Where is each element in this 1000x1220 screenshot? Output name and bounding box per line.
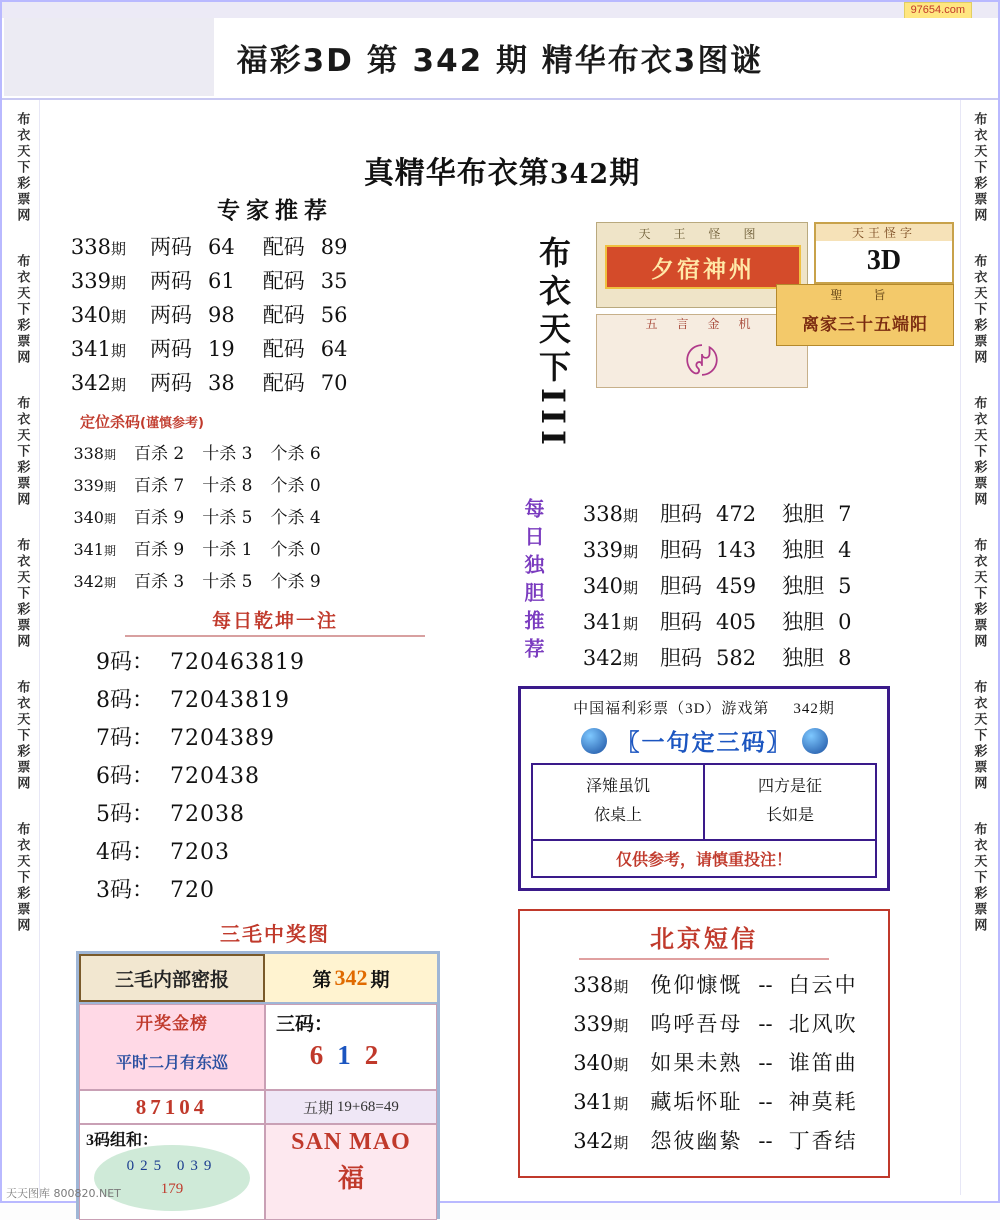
- kill-ge: 个杀 0: [270, 476, 321, 496]
- watermark-text: 布衣天下彩票网: [971, 112, 987, 224]
- list-item: [96, 759, 510, 790]
- beijing-phrase-b: 谁笛曲: [788, 1050, 858, 1075]
- row-period: 338期: [582, 502, 638, 526]
- kill-bai: 百杀 9: [134, 540, 185, 560]
- row-value-b: 35: [320, 269, 348, 293]
- sanmao-title: 三毛中奖图: [220, 922, 330, 946]
- row-label-a: 胆码: [660, 610, 702, 634]
- table-row: [562, 606, 964, 636]
- code-key: 3码：: [96, 878, 154, 903]
- watermark-text: 布衣天下彩票网: [971, 538, 987, 650]
- daily-dan-vertical-label: 每日独胆推荐: [521, 498, 545, 666]
- kill-bai: 百杀 2: [134, 444, 185, 464]
- row-value-b: 4: [838, 538, 852, 562]
- table-row: [530, 1008, 878, 1038]
- list-item: [96, 873, 510, 904]
- sanmao-group: [79, 1124, 265, 1220]
- sanmao-header-right: 第 342 期: [265, 954, 437, 1002]
- row-value-a: 143: [716, 538, 757, 562]
- shengzhi-image: [776, 284, 954, 346]
- code-value: 720463819: [170, 650, 305, 675]
- list-item: [96, 797, 510, 828]
- row-value-a: 64: [208, 235, 235, 259]
- beijing-separator: --: [758, 1089, 773, 1114]
- beijing-phrase-a: 如果未熟: [650, 1050, 743, 1075]
- row-period: 339期: [70, 269, 126, 293]
- table-row: [530, 1086, 878, 1116]
- code-value: 720: [170, 878, 215, 903]
- table-row: [530, 1047, 878, 1077]
- row-value-b: 64: [320, 337, 348, 361]
- watermark-text: 布衣天下彩票网: [971, 680, 987, 792]
- decorative-glyph: 〄: [685, 344, 719, 381]
- buyi-banner: [518, 192, 964, 492]
- row-label-b: 独胆: [782, 610, 825, 634]
- lottery-box-title-row: [531, 724, 877, 757]
- row-label-b: 配码: [262, 371, 305, 395]
- table-row: [562, 498, 964, 528]
- kill-bai: 百杀 9: [134, 508, 185, 528]
- kill-ge: 个杀 4: [270, 508, 321, 528]
- row-period: 341期: [573, 1089, 629, 1114]
- table-row: [40, 535, 510, 560]
- kill-shi: 十杀 8: [202, 476, 253, 496]
- lottery-ball-icon: [802, 728, 828, 754]
- lottery-disclaimer: 仅供参考，请慎重投注！: [531, 841, 877, 878]
- lottery-box: [518, 686, 890, 891]
- buyi-vertical-title: 布衣天下III: [534, 236, 572, 451]
- beijing-separator: --: [758, 1011, 773, 1036]
- row-value-b: 89: [320, 235, 348, 259]
- watermark-text: 布衣天下彩票网: [14, 538, 30, 650]
- group-values: 025 039: [126, 1158, 218, 1174]
- table-row: [40, 299, 510, 329]
- table-row: [530, 969, 878, 999]
- lottery-ball-icon: [581, 728, 607, 754]
- beijing-title: 北京短信: [650, 923, 758, 953]
- doc-title-suffix: 期: [609, 156, 641, 191]
- watermark-text: 布衣天下彩票网: [14, 680, 30, 792]
- kill-bai: 百杀 3: [134, 572, 185, 592]
- row-period: 340期: [582, 574, 638, 598]
- code-value: 72038: [170, 802, 245, 827]
- image-band-text: 夕宿神州: [605, 245, 801, 289]
- phrase-line1: 四方是征: [757, 778, 822, 795]
- table-row: [40, 503, 510, 528]
- row-value-b: 0: [838, 610, 852, 634]
- digit-3: 2: [364, 1040, 393, 1070]
- beijing-separator: --: [758, 1128, 773, 1153]
- page-header: [2, 18, 998, 100]
- sanmao-stamp: [79, 1004, 265, 1090]
- sanmao-stamp-line2: 平时二月有东巡: [115, 1055, 228, 1072]
- table-row: [562, 570, 964, 600]
- right-watermark-strip: [960, 100, 996, 1195]
- phrase-line2: 长如是: [765, 806, 814, 824]
- sanmao-formula: [265, 1090, 437, 1124]
- row-value-a: 38: [208, 371, 235, 395]
- watermark-text: 布衣天下彩票网: [14, 396, 30, 508]
- code-value: 7204389: [170, 726, 275, 751]
- image-caption: 天王怪字: [816, 224, 952, 241]
- row-period: 338期: [573, 972, 629, 997]
- watermark-text: 布衣天下彩票网: [14, 112, 30, 224]
- code-key: 9码：: [96, 650, 154, 675]
- digit-1: 6: [309, 1040, 338, 1070]
- sanmao-number-row: [79, 1090, 437, 1124]
- row-period: 342期: [573, 1128, 629, 1153]
- row-value-a: 582: [716, 646, 757, 670]
- expert-section-title: 专家推荐: [217, 197, 333, 224]
- row-label-a: 胆码: [660, 646, 702, 670]
- page-title: 福彩3D 第 342 期 精华布衣3图谜: [236, 42, 764, 79]
- watermark-text: 布衣天下彩票网: [14, 254, 30, 366]
- phrase-line2: 依桌上: [593, 806, 642, 824]
- doc-title-number: 342: [549, 159, 610, 190]
- row-label-b: 独胆: [782, 574, 825, 598]
- list-item: [96, 645, 510, 676]
- row-period: 342期: [70, 371, 126, 395]
- three-code-label: 三码：: [276, 1014, 334, 1035]
- row-period: 342期: [73, 572, 116, 591]
- phrase-cell: [533, 765, 705, 839]
- watermark-text: 布衣天下彩票网: [971, 254, 987, 366]
- digit-2: 1: [337, 1040, 365, 1070]
- table-row: [40, 265, 510, 295]
- top-watermark-bar: [2, 2, 998, 18]
- beijing-separator: --: [758, 1050, 773, 1075]
- kill-ge: 个杀 9: [270, 572, 321, 592]
- code-value: 7203: [170, 840, 230, 865]
- left-column: [40, 192, 510, 1219]
- row-label-a: 两码: [150, 337, 192, 361]
- beijing-phrase-a: 呜呼吾母: [650, 1011, 743, 1036]
- row-period: 339期: [582, 538, 638, 562]
- brand-text: SAN MAO: [291, 1129, 411, 1155]
- table-row: [530, 1125, 878, 1155]
- sanmao-mid-row: [79, 1004, 437, 1090]
- image-big-text: 3D: [866, 245, 902, 276]
- lottery-box-header: 中国福利彩票（3D）游戏第 342期: [573, 701, 835, 717]
- sanmao-image-block: [76, 951, 440, 1219]
- table-row: [40, 333, 510, 363]
- table-row: [40, 367, 510, 397]
- code-key: 7码：: [96, 726, 154, 751]
- doc-title-prefix: 真精华布衣第: [363, 156, 550, 191]
- sanmao-stamp-line1: 开奖金榜: [136, 1014, 208, 1033]
- group-label: 3码组和：: [86, 1132, 159, 1149]
- beijing-section: [518, 909, 890, 1178]
- tianwang-guaizi-image: [814, 222, 954, 284]
- row-period: 341期: [582, 610, 638, 634]
- row-value-b: 5: [838, 574, 852, 598]
- row-label-a: 胆码: [660, 574, 702, 598]
- row-label-b: 独胆: [782, 538, 825, 562]
- row-label-b: 配码: [262, 337, 305, 361]
- row-value-a: 459: [716, 574, 757, 598]
- kill-shi: 十杀 5: [202, 508, 253, 528]
- sanmao-three-code: [265, 1004, 437, 1090]
- row-period: 340期: [73, 508, 116, 527]
- code-value: 72043819: [170, 688, 290, 713]
- sanmao-number: 87104: [79, 1090, 265, 1124]
- row-period: 338期: [73, 444, 116, 463]
- row-label-b: 配码: [262, 269, 305, 293]
- beijing-separator: --: [758, 972, 773, 997]
- formula-label: 五期: [303, 1100, 334, 1117]
- row-value-a: 405: [716, 610, 757, 634]
- watermark-text: 布衣天下彩票网: [971, 396, 987, 508]
- beijing-phrase-b: 北风吹: [788, 1011, 858, 1036]
- beijing-phrase-a: 藏垢怀耻: [650, 1089, 743, 1114]
- beijing-phrase-b: 丁香结: [788, 1128, 858, 1153]
- image-caption: 五 言 金 机: [645, 317, 759, 331]
- kill-shi: 十杀 1: [202, 540, 253, 560]
- row-period: 339期: [573, 1011, 629, 1036]
- buyi-image-collage: [596, 222, 954, 412]
- sanmao-brand-block: [265, 1124, 437, 1220]
- expert-rows: [40, 231, 510, 397]
- sanmao-header-row: [79, 954, 437, 1004]
- row-value-b: 7: [838, 502, 852, 526]
- kill-ge: 个杀 6: [270, 444, 321, 464]
- row-period: 340期: [573, 1050, 629, 1075]
- kill-rows: [40, 439, 510, 592]
- phrase-cell: [705, 765, 875, 839]
- site-watermark: 97654.com: [904, 2, 972, 19]
- row-label-a: 胆码: [660, 538, 702, 562]
- phrase-line1: 泽雉虽饥: [585, 778, 650, 795]
- code-key: 4码：: [96, 840, 154, 865]
- row-period: 341期: [70, 337, 126, 361]
- table-row: [562, 642, 964, 672]
- beijing-phrase-b: 白云中: [788, 972, 858, 997]
- row-value-b: 56: [320, 303, 348, 327]
- table-row: [40, 471, 510, 496]
- row-label-b: 独胆: [782, 646, 825, 670]
- code-value: 720438: [170, 764, 260, 789]
- list-item: [96, 683, 510, 714]
- row-period: 338期: [70, 235, 126, 259]
- three-code-digits: [266, 1040, 436, 1071]
- table-row: [40, 439, 510, 464]
- fu-character: 福: [337, 1164, 364, 1193]
- kill-section-title: 定位杀码(谨慎参考): [80, 413, 204, 431]
- lottery-box-title: 〖一句定三码〗: [616, 730, 792, 755]
- row-label-a: 两码: [150, 235, 192, 259]
- row-value-a: 472: [716, 502, 757, 526]
- right-column: [518, 192, 964, 1178]
- kill-ge: 个杀 0: [270, 540, 321, 560]
- list-item: [96, 721, 510, 752]
- image-caption: 天 王 怪 图: [638, 227, 766, 241]
- lottery-phrase-grid: [531, 763, 877, 841]
- beijing-phrase-a: 俛仰慷慨: [650, 972, 743, 997]
- row-value-a: 98: [208, 303, 235, 327]
- group-value-2: 179: [160, 1181, 184, 1197]
- row-label-a: 两码: [150, 303, 192, 327]
- row-label-b: 配码: [262, 303, 305, 327]
- image-text: 离家三十五端阳: [802, 314, 928, 334]
- list-item: [96, 835, 510, 866]
- table-row: [40, 567, 510, 592]
- watermark-text: 布衣天下彩票网: [14, 822, 30, 934]
- image-caption: 聖 旨: [830, 288, 900, 302]
- footer-watermark: 天天图库 800820.NET: [6, 1187, 121, 1200]
- beijing-divider: [579, 958, 829, 960]
- daily-dan-rows: [562, 498, 964, 672]
- sanmao-header-left: 三毛内部密报: [79, 954, 265, 1002]
- beijing-phrase-a: 怨彼幽絷: [650, 1128, 743, 1153]
- row-period: 342期: [582, 646, 638, 670]
- code-key: 6码：: [96, 764, 154, 789]
- row-label-b: 独胆: [782, 502, 825, 526]
- sanmao-bottom-row: [79, 1124, 437, 1220]
- code-key: 5码：: [96, 802, 154, 827]
- kill-shi: 十杀 3: [202, 444, 253, 464]
- beijing-phrase-b: 神莫耗: [788, 1089, 858, 1114]
- row-period: 339期: [73, 476, 116, 495]
- row-label-b: 配码: [262, 235, 305, 259]
- qiankun-title: 每日乾坤一注: [211, 610, 338, 632]
- code-key: 8码：: [96, 688, 154, 713]
- group-oval: [94, 1145, 250, 1211]
- row-label-a: 两码: [150, 371, 192, 395]
- row-label-a: 胆码: [660, 502, 702, 526]
- table-row: [562, 534, 964, 564]
- row-value-b: 70: [320, 371, 348, 395]
- kill-bai: 百杀 7: [134, 476, 185, 496]
- qiankun-divider: [125, 635, 425, 637]
- formula-text: 19+68=49: [336, 1098, 399, 1115]
- row-value-a: 61: [208, 269, 235, 293]
- qiankun-rows: [40, 645, 510, 904]
- left-watermark-strip: [4, 100, 40, 1195]
- watermark-text: 布衣天下彩票网: [971, 822, 987, 934]
- table-row: [40, 231, 510, 261]
- document-title: [40, 148, 964, 192]
- row-label-a: 两码: [150, 269, 192, 293]
- daily-dan-section: [518, 498, 964, 672]
- row-value-a: 19: [208, 337, 235, 361]
- kill-shi: 十杀 5: [202, 572, 253, 592]
- row-period: 340期: [70, 303, 126, 327]
- row-value-b: 8: [838, 646, 852, 670]
- row-period: 341期: [73, 540, 116, 559]
